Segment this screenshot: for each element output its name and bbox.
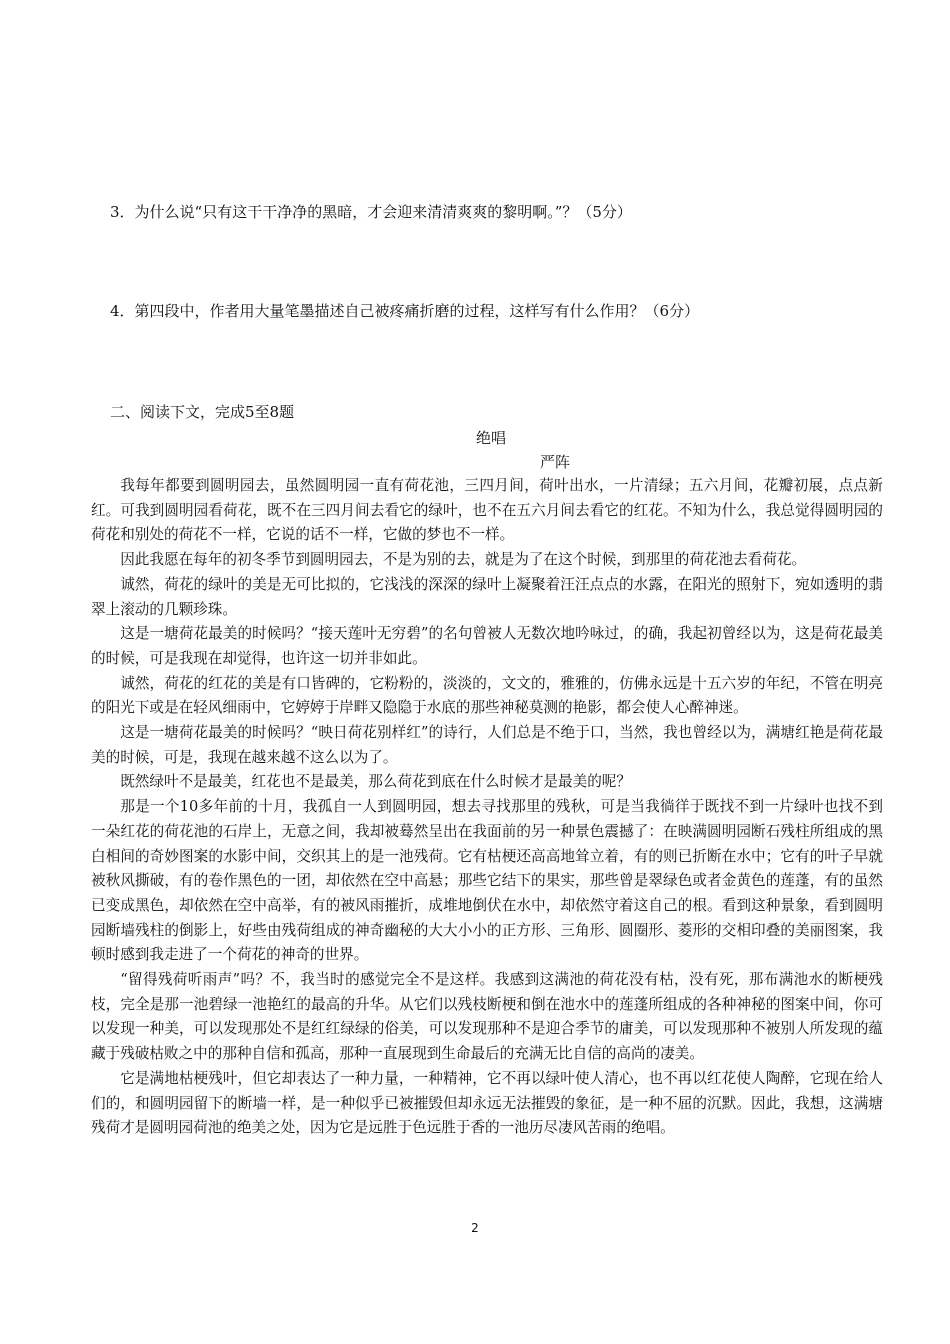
paragraph: 既然绿叶不是最美，红花也不是最美，那么荷花到底在什么时候才是最美的呢？ (120, 773, 631, 791)
paragraph: 那是一个10多年前的十月，我孤自一人到圆明园，想去寻找那里的残秋，可是当我徜徉于既找不到一片绿叶也找不到一朵红花的荷花池的石岸上，无意之间，我却被蓦然呈出在我面前的另一种景色震撼了：在映满圆明园断石残柱所组成的黑白相间的奇妙图案的水影中间，交织其上的是一池残荷。它有枯梗还高高地耸立着，有的则已折断在水中；它有的叶子早就被秋风撕破，有的卷作黑色的一团，却依然在空中高悬；那些它结下的果实，那些曾是翠绿色或者金黄色的莲蓬，有的虽然已变成黑色，却依然在空中高举，有的被风雨摧折，成堆地倒伏在水中，却依然守着这自己的根。看到这种景象，看到圆明园断墙残柱的倒影上，好些由残荷组成的神奇幽秘的大大小小的正方形、三角形、圆圈形、菱形的交相印叠的美丽图案，我顿时感到我走进了一个荷花的神奇的世界。 (91, 798, 883, 964)
paragraph: 这是一塘荷花最美的时候吗？“映日荷花别样红”的诗行，人们总是不绝于口，当然，我也曾经以为，满塘红艳是荷花最美的时候，可是，我现在越来越不这么以为了。 (91, 724, 883, 766)
question-3: 3．为什么说“只有这干干净净的黑暗，才会迎来清清爽爽的黎明啊。”？（5分） (110, 203, 632, 221)
article-title: 绝唱 (476, 429, 507, 447)
paragraph: 诚然，荷花的红花的美是有口皆碑的，它粉粉的，淡淡的，文文的，雅雅的，仿佛永远是十五六岁的年纪，不管在明亮的阳光下或是在轻风细雨中，它婷婷于岸畔又隐隐于水底的那些神秘莫测的艳影，都会使人心醉神迷。 (91, 674, 883, 717)
article-author: 严阵 (540, 453, 571, 471)
paragraph: 因此我愿在每年的初冬季节到圆明园去，不是为别的去，就是为了在这个时候，到那里的荷花池去看荷花。 (120, 551, 807, 569)
section-heading: 二、阅读下文，完成5至8题 (110, 403, 295, 421)
paragraph: 它是满地枯梗残叶，但它却表达了一种力量，一种精神，它不再以绿叶使人清心，也不再以红花使人陶醉，它现在给人们的，和圆明园留下的断墙一样，是一种似乎已被摧毁但却永远无法摧毁的象征，是一种不屈的沉默。因此，我想，这满塘残荷才是圆明园荷池的绝美之处，因为它是远胜于色远胜于香的一池历尽凄风苦雨的绝唱。 (91, 1069, 883, 1137)
paragraph: “留得残荷听雨声”吗？不，我当时的感觉完全不是这样。我感到这满池的荷花没有枯，没有死，那布满池水的断梗残枝，完全是那一池碧绿一池艳红的最高的升华。从它们以残枝断梗和倒在池水中的莲蓬所组成的各种神秘的图案中间，你可以发现一种美，可以发现那处不是红红绿绿的俗美，可以发现那种不是迎合季节的庸美，可以发现那种不被别人所发现的蕴藏于残破枯败之中的那种自信和孤高，那种一直展现到生命最后的充满无比自信的高尚的凄美。 (91, 971, 883, 1063)
paragraph: 诚然，荷花的绿叶的美是无可比拟的，它浅浅的深深的绿叶上凝聚着汪汪点点的水露，在阳光的照射下，宛如透明的翡翠上滚动的几颗珍珠。 (91, 575, 883, 618)
question-4: 4．第四段中，作者用大量笔墨描述自己被疼痛折磨的过程，这样写有什么作用？（6分） (110, 302, 700, 320)
article-body (91, 474, 883, 1141)
paragraph: 这是一塘荷花最美的时候吗？“接天莲叶无穷碧”的名句曾被人无数次地吟咏过，的确，我起初曾经以为，这是荷花最美的时候，可是我现在却觉得，也许这一切并非如此。 (91, 625, 883, 667)
page-number: 2 (471, 1221, 479, 1235)
paragraph: 我每年都要到圆明园去，虽然圆明园一直有荷花池，三四月间，荷叶出水，一片清绿；五六月间，花瓣初展，点点新红。可我到圆明园看荷花，既不在三四月间去看它的绿叶，也不在五六月间去看它的红花。不知为什么，我总觉得圆明园的荷花和别处的荷花不一样，它说的话不一样，它做的梦也不一样。 (91, 477, 883, 544)
